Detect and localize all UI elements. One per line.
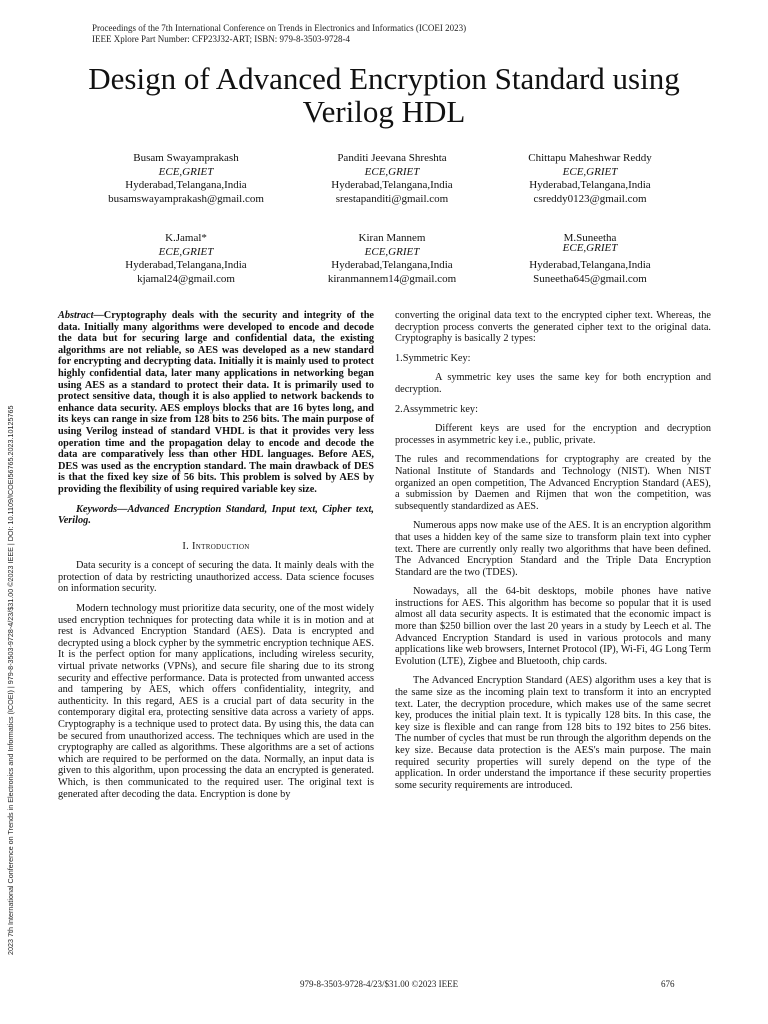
author-name: Panditi Jeevana Shreshta: [337, 152, 447, 164]
page-number: 676: [661, 979, 675, 989]
section-heading: [58, 541, 374, 553]
conference-header: [92, 23, 466, 45]
section-number: I.: [182, 540, 190, 552]
title-line-2: Verilog HDL: [302, 94, 466, 129]
author-affiliation: ECE,GRIET: [364, 245, 420, 258]
paragraph: Different keys are used for the encryption and decryption processes in asymmetric key i.e., public, private.: [395, 423, 711, 446]
author-affiliation: ECE,GRIET: [562, 241, 618, 254]
author-name: Chittapu Maheshwar Reddy: [528, 152, 652, 164]
section-title: Introduction: [192, 540, 250, 552]
header-line-2: IEEE Xplore Part Number: CFP23J32-ART; ISBN: 979-8-3503-9728-4: [92, 34, 350, 44]
author-location: Hyderabad,Telangana,India: [331, 179, 453, 191]
author-email: kjamal24@gmail.com: [137, 272, 235, 285]
author-email: csreddy0123@gmail.com: [533, 192, 647, 205]
paragraph: Modern technology must prioritize data security, one of the most widely used encryption techniques for protecting data while it is in motion and at rest is Advanced Encryption Standard (AES). Data is encrypted and decrypted using a block cypher by the symmetric encryption technique AES. It is the perfect option for many applications, including wireless security, virtual private networks (VPNs), and secure file sharing due to its strong security and effective performance. Data is protected from unwanted access and tampering by AES, which offers confidentiality, integrity, and authenticity. In this regard, AES is a crucial part of data security in the contemporary digital era, protecting sensitive data across a variety of apps. Cryptography is a technique used to protect data. By using this, the data can be secured from unauthorized access. The techniques which are used in the cryptography are called as algorithms. These algorithms are a set of actions which are required to be performed on the data. Normally, an input data is given to this algorithm, upon processing the data an encrypted is generated. Which, is then communicated to the required user. The original text is generated after decoding the data. Encryption is done by: [58, 603, 374, 800]
paper-title: [40, 62, 728, 128]
footer-copyright: 979-8-3503-9728-4/23/$31.00 ©2023 IEEE: [300, 979, 459, 989]
title-line-1: Design of Advanced Encryption Standard using: [88, 61, 680, 96]
paragraph: A symmetric key uses the same key for both encryption and decryption.: [395, 372, 711, 395]
author-block: [470, 152, 710, 206]
author-affiliation: ECE,GRIET: [562, 165, 618, 178]
paragraph: The rules and recommendations for cryptography are created by the National Institute of Standards and Technology (NIST). When NIST organized an open competition, The Advanced Encryption Standard (AES), a submission by Daemen and Rijmen that won the competition, was subsequently standardized as AES.: [395, 454, 711, 512]
author-name: Busam Swayamprakash: [133, 152, 239, 164]
author-block: [470, 232, 710, 286]
author-location: Hyderabad,Telangana,India: [125, 259, 247, 271]
subheading: 1.Symmetric Key:: [395, 352, 471, 364]
right-column: [395, 310, 711, 799]
author-email: Suneetha645@gmail.com: [533, 272, 647, 285]
author-affiliation: ECE,GRIET: [158, 245, 214, 258]
abstract-label: Abstract: [58, 310, 94, 321]
author-location: Hyderabad,Telangana,India: [529, 179, 651, 191]
paragraph: Numerous apps now make use of the AES. It is an encryption algorithm that uses a hidden key of the same size to transform plain text into cypher text. There are currently only really two algorithms that have been defined. The Advanced Encryption Standard and the Triple Data Encryption Standard are the two (TDES).: [395, 520, 711, 578]
author-email: kiranmannem14@gmail.com: [327, 272, 457, 285]
author-email: busamswayamprakash@gmail.com: [108, 192, 264, 205]
abstract-text: —Cryptography deals with the security and integrity of the data. Initially many algorithms were developed to encode and decode the data but for securing large and confidential data, the existing algorithms are not reliable, so AES was developed as a new standard for encrypting and decrypting data. Initially it is mainly used to protect highly confidential data, later many applications in networking began using AES as a standard to protect their data. It is primarily used to protect sensitive data, though it is also applied to network backends to enhance data security. AES employs blocks that are 16 bytes long, and its keys can range in size from 128 bits to 256 bits. The main purpose of using Verilog instead of standard VHDL is that it provides very less operation time and the propagation delay to encode and decode the data are comparatively less than other HDL languages. Before AES, DES was used as the encryption standard. The main drawback of DES is that the fixed key size of 56 bits. This problem is solved by AES by providing the flexibility of using required variable key size.: [58, 310, 374, 495]
keywords-label: Keywords: [76, 503, 118, 515]
doi-sidebar: 2023 7th International Conference on Trends in Electronics and Informatics (ICOEI) | 979-8-3503-9728-4/23/$31.00 ©2023 IEEE | DOI: 10.1109/ICOEI56765.2023.10125765: [6, 405, 15, 955]
left-column: [58, 310, 374, 808]
author-name: M.Suneetha: [563, 232, 617, 244]
header-line-1: Proceedings of the 7th International Conference on Trends in Electronics and Informatics (ICOEI 2023): [92, 23, 467, 33]
author-block: [66, 232, 306, 286]
author-block: [66, 152, 306, 206]
author-location: Hyderabad,Telangana,India: [125, 179, 247, 191]
author-location: Hyderabad,Telangana,India: [331, 259, 453, 271]
author-name: K.Jamal*: [165, 232, 207, 244]
author-affiliation: ECE,GRIET: [158, 165, 214, 178]
author-location: Hyderabad,Telangana,India: [529, 259, 651, 271]
keywords-text: —Advanced Encryption Standard, Input text, Cipher text, Verilog.: [58, 503, 374, 527]
paragraph: The Advanced Encryption Standard (AES) algorithm uses a key that is the same size as the incoming plain text to transform it into an encrypted text. Later, the decryption procedure, which makes use of the same secret key, produces the initial plain text. It is typically 128 bits. In this case, the key size is flexible and can range from 128 bits to 192 bites to 256 bites. The number of cycles that must be run through the algorithm depends on the key size. Because data protection is the AES's main purpose. The main required security properties will surely depend on the type of the application. In order understand the importance if these security properties some security requirements are introduced.: [395, 675, 711, 791]
author-email: srestapanditi@gmail.com: [335, 192, 449, 205]
subheading: 2.Assymmetric key:: [395, 403, 478, 415]
author-name: Kiran Mannem: [358, 232, 426, 244]
abstract: [58, 310, 374, 496]
paragraph: Data security is a concept of securing the data. It mainly deals with the protection of data by restricting unauthorized access. Data science focuses on information security.: [58, 560, 374, 595]
author-affiliation: ECE,GRIET: [364, 165, 420, 178]
keywords: [58, 504, 374, 527]
paragraph: Nowadays, all the 64-bit desktops, mobile phones have native instructions for AES. This algorithm has become so popular that it is used almost all data security aspects. It is estimated that the economic impact is more than $250 billion over the last 20 years in a study by Leech et al. The Advanced Encryption Standard is used in various protocols and many applications like web browsers, Internet Protocol (IP), Wi-Fi, 4G Long Term Evolution (LTE), Zigbee and Bluetooth, chip cards.: [395, 586, 711, 667]
paragraph: converting the original data text to the encrypted cipher text. Whereas, the decryption process converts the generated cipher text to the original data. Cryptography is basically 2 types:: [395, 310, 711, 345]
